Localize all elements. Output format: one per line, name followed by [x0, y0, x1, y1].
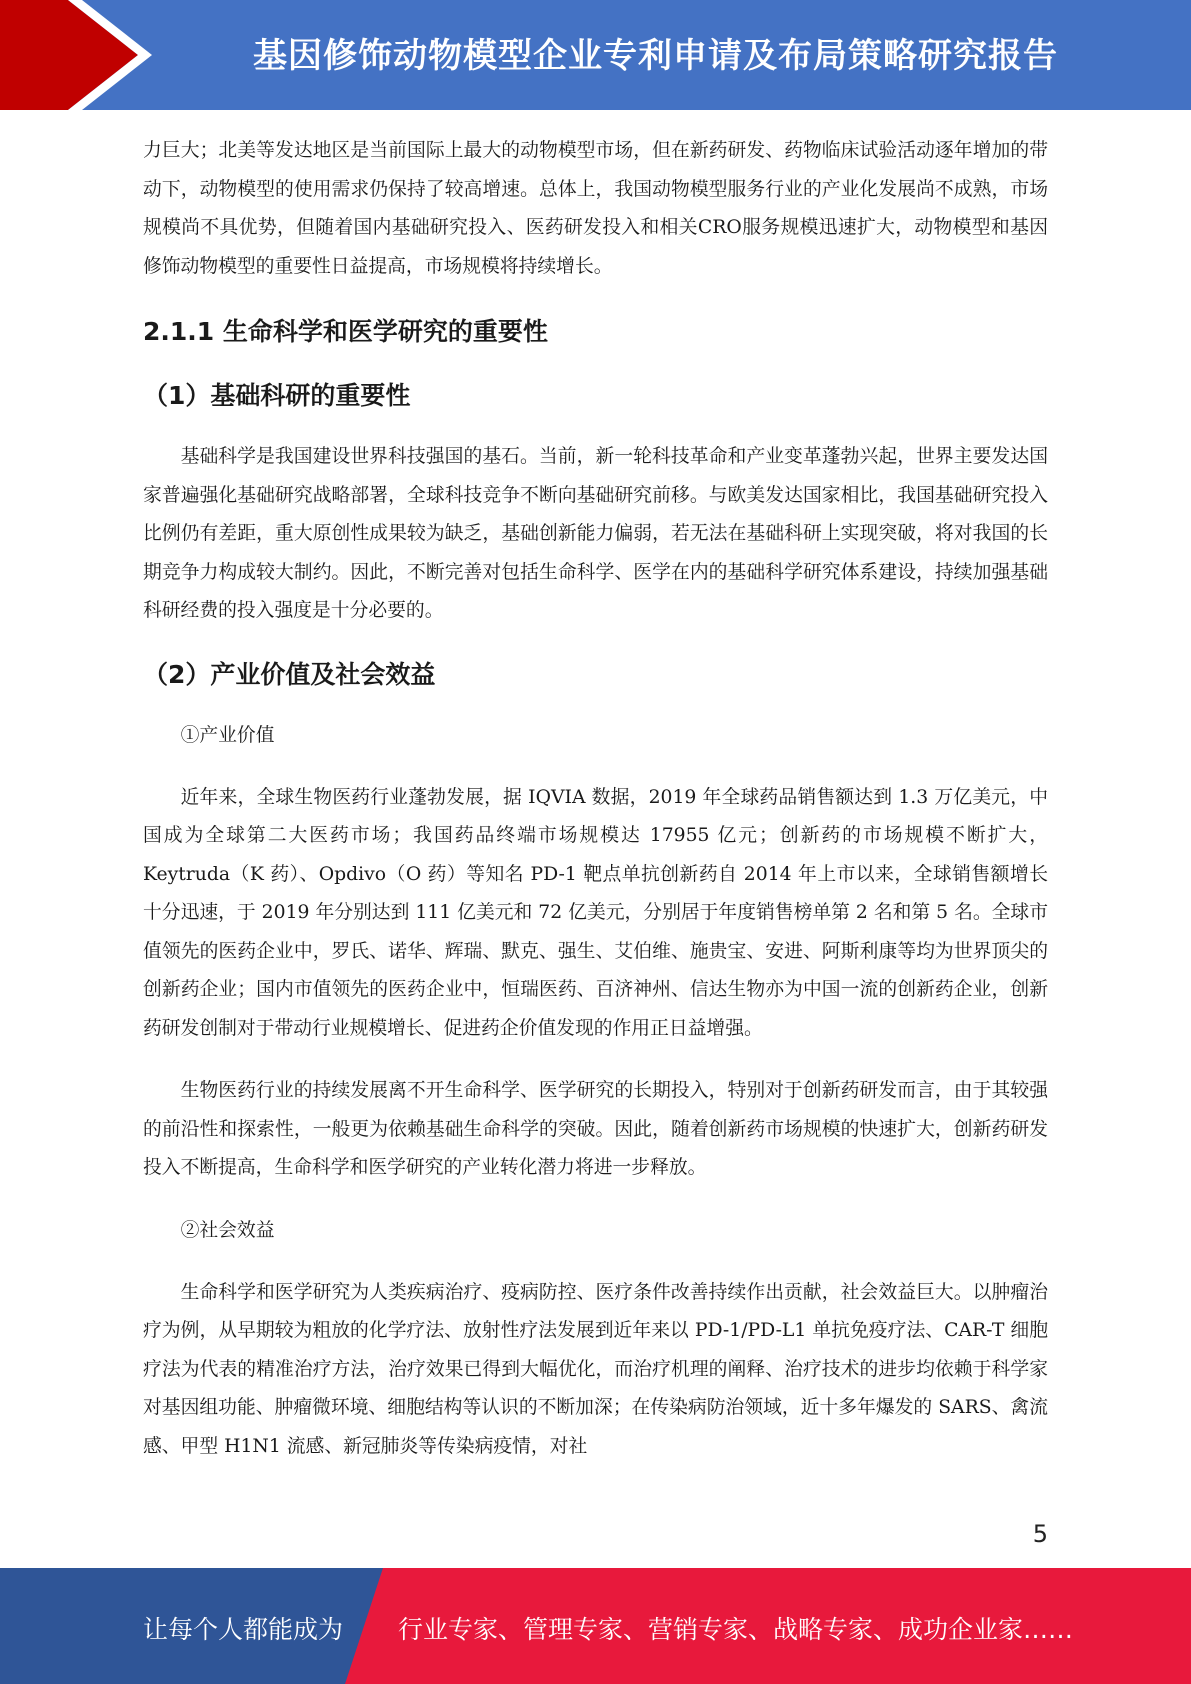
industrial-value-paragraph-2: 生物医药行业的持续发展离不开生命科学、医学研究的长期投入，特别对于创新药研发而言，由于其较强的前沿性和探索性，一般更为依赖基础生命科学的突破。因此，随着创新药市场规模的快速扩大，创新药研发投入不断提高，生命科学和医学研究的产业转化潜力将进一步释放。	[143, 1080, 1048, 1178]
subsection-heading-industrial-social: （2）产业价值及社会效益	[143, 659, 436, 689]
section-heading: 2.1.1 生命科学和医学研究的重要性	[143, 317, 548, 346]
footer-slogan-right: 行业专家、管理专家、营销专家、战略专家、成功企业家……	[398, 1615, 1074, 1644]
page-footer	[0, 1568, 1191, 1684]
industrial-value-label: ①产业价值	[180, 724, 275, 746]
social-benefit-paragraph: 生命科学和医学研究为人类疾病治疗、疫病防控、医疗条件改善持续作出贡献，社会效益巨大。以肿瘤治疗为例，从早期较为粗放的化学疗法、放射性疗法发展到近年来以 PD-1/PD-L1 单抗免疫疗法、CAR-T 细胞疗法为代表的精准治疗方法，治疗效果已得到大幅优化，而治疗机理的阐释、治疗技术的进步均依赖于科学家对基因组功能、肿瘤微环境、细胞结构等认识的不断加深；在传染病防治领域，近十多年爆发的 SARS、禽流感、甲型 H1N1 流感、新冠肺炎等传染病疫情，对社	[143, 1281, 1048, 1457]
report-title: 基因修饰动物模型企业专利申请及布局策略研究报告	[253, 36, 1058, 76]
document-body	[143, 132, 1048, 1466]
footer-slogan-left: 让每个人都能成为	[143, 1615, 344, 1644]
subsection-heading-basic-research: （1）基础科研的重要性	[143, 381, 411, 410]
social-benefit-label: ②社会效益	[180, 1219, 275, 1241]
page-header	[0, 0, 1191, 110]
page-number: 5	[1032, 1520, 1048, 1548]
industrial-value-paragraph-1: 近年来，全球生物医药行业蓬勃发展，据 IQVIA 数据，2019 年全球药品销售额达到 1.3 万亿美元，中国成为全球第二大医药市场；我国药品终端市场规模达 17955 亿元；创新药的市场规模不断扩大，Keytruda（K 药）、Opdivo（O 药）等知名 PD-1 靶点单抗创新药自 2014 年上市以来，全球销售额增长十分迅速，于 2019 年分别达到 111 亿美元和 72 亿美元，分别居于年度销售榜单第 2 名和第 5 名。全球市值领先的医药企业中，罗氏、诺华、辉瑞、默克、强生、艾伯维、施贵宝、安进、阿斯利康等均为世界顶尖的创新药企业；国内市值领先的医药企业中，恒瑞医药、百济神州、信达生物亦为中国一流的创新药企业，创新药研发创制对于带动行业规模增长、促进药企价值发现的作用正日益增强。	[143, 786, 1048, 1039]
basic-research-paragraph: 基础科学是我国建设世界科技强国的基石。当前，新一轮科技革命和产业变革蓬勃兴起，世界主要发达国家普遍强化基础研究战略部署，全球科技竞争不断向基础研究前移。与欧美发达国家相比，我国基础研究投入比例仍有差距，重大原创性成果较为缺乏，基础创新能力偏弱，若无法在基础科研上实现突破，将对我国的长期竞争力构成较大制约。因此，不断完善对包括生命科学、医学在内的基础科学研究体系建设，持续加强基础科研经费的投入强度是十分必要的。	[143, 446, 1048, 621]
intro-paragraph: 力巨大；北美等发达地区是当前国际上最大的动物模型市场，但在新药研发、药物临床试验活动逐年增加的带动下，动物模型的使用需求仍保持了较高增速。总体上，我国动物模型服务行业的产业化发展尚不成熟，市场规模尚不具优势，但随着国内基础研究投入、医药研发投入和相关CRO服务规模迅速扩大，动物模型和基因修饰动物模型的重要性日益提高，市场规模将持续增长。	[143, 140, 1048, 277]
